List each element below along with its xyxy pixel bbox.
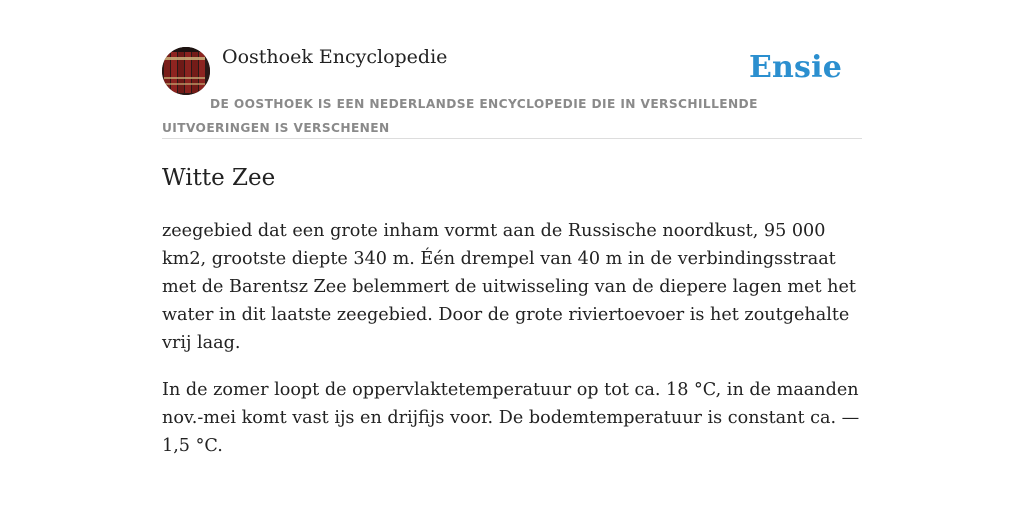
source-title[interactable]: Oosthoek Encyclopedie	[222, 46, 448, 68]
article-paragraph-2: In de zomer loopt de oppervlaktetemperatuur op tot ca. 18 °C, in de maanden nov.-mei komt vast ijs en drijfijs voor. De bodemtemperatuur is constant ca. —1,5 °C.	[162, 380, 860, 456]
source-header	[162, 40, 862, 139]
source-description: DE OOSTHOEK IS EEN NEDERLANDSE ENCYCLOPEDIE DIE IN VERSCHILLENDE UITVOERINGEN IS VERSCHENEN	[162, 97, 758, 135]
page-container	[162, 40, 862, 460]
encyclopedia-books-icon[interactable]	[162, 47, 210, 95]
article-title: Witte Zee	[162, 165, 276, 191]
brand-logo[interactable]: Ensie	[748, 50, 842, 85]
article-paragraph-1: zeegebied dat een grote inham vormt aan de Russische noordkust, 95 000 km2, grootste diepte 340 m. Één drempel van 40 m in de verbindingsstraat met de Barentsz Zee belemmert de uitwisseling van de diepere lagen met het water in dit laatste zeegebied. Door de grote riviertoevoer is het zoutgehalte vrij laag.	[162, 221, 856, 353]
